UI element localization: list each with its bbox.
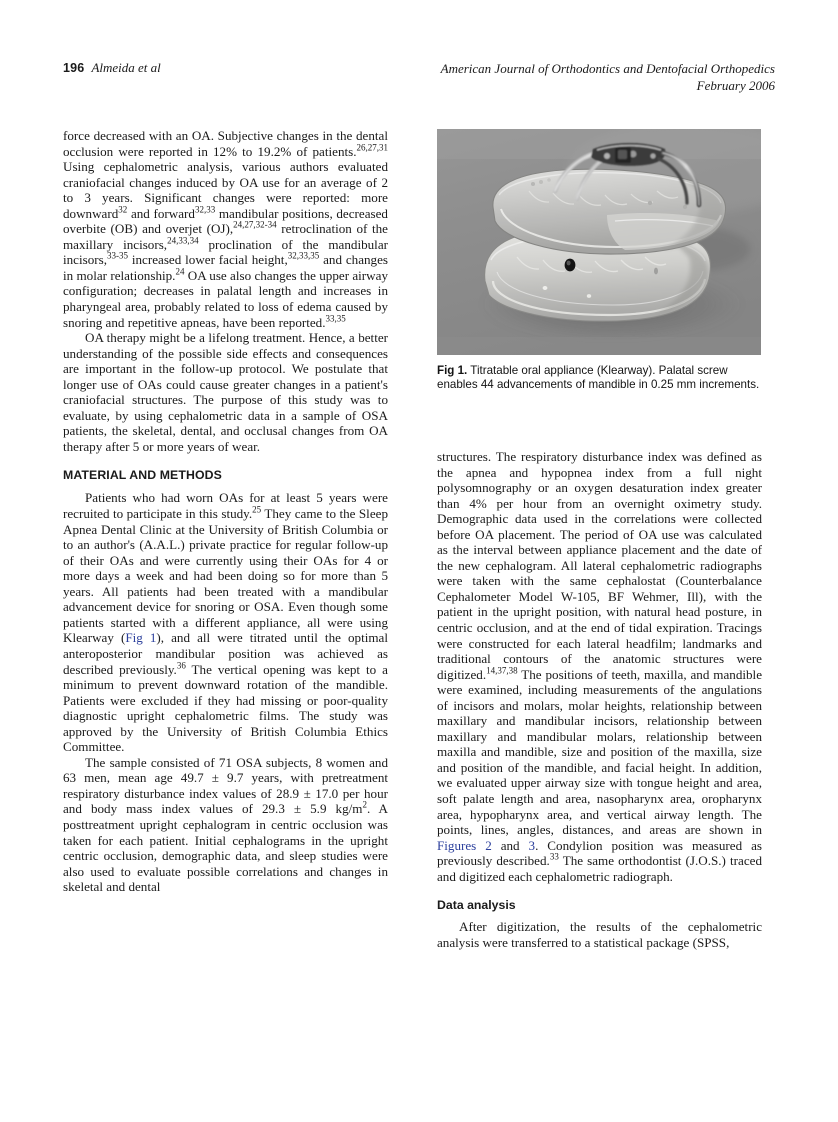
text-run: increased lower facial height, — [128, 252, 288, 268]
figure-link-fig1[interactable]: Fig 1 — [125, 630, 157, 646]
page-number: 196 — [63, 61, 85, 75]
figure-label: Fig 1. — [437, 364, 468, 377]
figure-caption-text: Titratable oral appliance (Klearway). Palatal screw enables 44 advancements of mandible in 0.25 mm increments. — [437, 364, 760, 392]
text-run: The positions of teeth, maxilla, and mandible were examined, including measurements of the angulations of incisors and molars, molar heights, relationship between maxillary and mandibular incisors, relationship between maxillary and mandibular molars, relationship between maxilla and mandible, size and position of the maxilla, size and position of the mandible, and facial height. In addition, we evaluated upper airway size with tongue height and area, soft palate length and area, nasopharynx area, oropharynx area, hypopharynx area, and vertical airway length. The points, lines, angles, distances, and areas are shown in — [437, 666, 762, 838]
paragraph-oa-therapy: OA therapy might be a lifelong treatment. Hence, a better understanding of the possible side effects and consequences are important in the follow-up protocol. We postulate that longer use of OAs could cause greater changes in a patient's craniofacial structures. The purpose of this study was to evaluate, by using cephalometric data in a sample of OSA patients, the skeletal, dental, and occlusal changes from OA therapy after 5 or more years of wear. — [63, 330, 388, 454]
citation-ref[interactable]: 24,33,34 — [167, 235, 199, 246]
paragraph-patients-recruited — [63, 490, 388, 754]
citation-ref[interactable]: 36 — [176, 660, 186, 671]
superscript-exponent: 2 — [362, 800, 367, 811]
text-run: proclination of the mandibular incisors, — [63, 236, 388, 268]
figure-link-figures2[interactable]: Figures 2 — [437, 837, 492, 853]
issue-date: February 2006 — [696, 78, 775, 93]
running-head-right — [441, 60, 775, 94]
citation-ref[interactable]: 32 — [118, 204, 128, 215]
figure-1 — [437, 129, 761, 393]
figure-link-figure3[interactable]: 3 — [528, 837, 536, 853]
running-head-authors: Almeida et al — [91, 60, 161, 75]
text-run: force decreased with an OA. Subjective changes in the dental occlusion were reported in 12% to 19.2% of patients. — [63, 128, 388, 159]
citation-ref[interactable]: 33-35 — [107, 251, 129, 262]
text-run: mandibular positions, decreased overbite (OB) and overjet (OJ), — [63, 205, 388, 237]
citation-ref[interactable]: 14,37,38 — [486, 665, 518, 676]
citation-ref[interactable]: 24,27,32-34 — [233, 219, 277, 230]
subsection-heading-data-analysis: Data analysis — [437, 898, 516, 913]
right-column — [437, 449, 762, 950]
citation-ref[interactable]: 24 — [175, 266, 185, 277]
running-head — [63, 60, 775, 100]
text-run: The vertical opening was kept to a minimum to prevent downward rotation of the mandible. Patients were excluded if they had missing or poor-quality diagnostic upright cephalometric films. The study was approved by the University of British Columbia Ethics Committee. — [63, 661, 388, 755]
text-run: . A posttreatment upright cephalogram in centric occlusion was taken for each patient. Initial cephalograms in the upright centric occlusion, demographic data, and sleep studies were also used to evaluate possible correlations and changes in skeletal and dental — [63, 801, 388, 895]
citation-ref[interactable]: 33 — [549, 851, 559, 862]
citation-ref[interactable]: 32,33 — [194, 204, 216, 215]
citation-ref[interactable]: 33,35 — [325, 313, 346, 324]
paragraph-structures-rdi — [437, 449, 762, 884]
text-run: OA use also changes the upper airway configuration; decreases in palatal length and increases in pharyngeal area, probably related to loss of edema caused by snoring and repetitive apneas, have been reported. — [63, 267, 388, 330]
running-head-left — [63, 60, 161, 76]
oral-appliance-photo — [437, 129, 761, 355]
section-heading-material-and-methods: MATERIAL AND METHODS — [63, 468, 222, 483]
text-run: and — [491, 837, 529, 853]
citation-ref[interactable]: 25 — [252, 504, 262, 515]
left-column — [63, 128, 388, 895]
text-run: Using cephalometric analysis, various authors evaluated craniofacial changes induced by OA use for an average of 2 to 3 years. Significant changes were reported: more downward — [63, 159, 388, 221]
text-run: Patients who had worn OAs for at least 5 years were recruited to participate in this study. — [63, 490, 388, 522]
text-run: retroclination of the maxillary incisors, — [63, 221, 388, 252]
figure-caption — [437, 364, 761, 393]
text-run: . Condylion position was measured as previously described. — [437, 837, 762, 869]
journal-title: American Journal of Orthodontics and Dentofacial Orthopedics — [440, 61, 775, 76]
text-run: ), and all were titrated until the optimal anteroposterior mandibular position was achieved as described previously. — [63, 630, 388, 677]
paragraph-after-digitization: After digitization, the results of the cephalometric analysis were transferred to a statistical package (SPSS, — [437, 919, 762, 950]
paragraph-sample-description — [63, 755, 388, 895]
text-run: structures. The respiratory disturbance index was defined as the apnea and hypopnea index from a full night polysomnography or an oxygen desaturation index greater than 4% per hour from an overnight oximetry study. Demographic data used in the correlations were collected before OA placement. The period of OA use was calculated as the interval between appliance placement and the date of the new cephalogram. All lateral cephalometric radiographs were taken with the same cephalostat (Counterbalance Cephalometer Model W-105, BF Wehmer, Ill), with the patient in the upright position, with natural head posture, in centric occlusion, and at the end of tidal expiration. Tracings were constructed for each lateral headfilm; landmarks and traditional contours of the anatomic structures were digitized. — [437, 449, 762, 682]
text-run: They came to the Sleep Apnea Dental Clinic at the University of British Columbia or to an author's (A.A.L.) private practice for regular follow-up of their OAs and were currently using their OAs for 4 or more days a week and had been doing so for more than 5 years. All patients had been treated with a mandibular advancement device for snoring or OSA. Even though some patients started with a different appliance, all were using Klearway ( — [63, 506, 388, 646]
text-run: and changes in molar relationship. — [63, 252, 389, 283]
paragraph-force-decreased — [63, 128, 388, 330]
citation-ref[interactable]: 26,27,31 — [356, 142, 388, 153]
text-run: The same orthodontist (J.O.S.) traced and digitized each cephalometric radiograph. — [437, 853, 762, 884]
text-run: and forward — [127, 205, 195, 221]
citation-ref[interactable]: 32,33,35 — [287, 251, 320, 262]
text-run: The sample consisted of 71 OSA subjects, 8 women and 63 men, mean age 49.7 ± 9.7 years, with pretreatment respiratory disturbance index values of 28.9 ± 17.0 per hour and body mass index values of 29.3 ± 5.9 kg/m — [63, 754, 388, 817]
